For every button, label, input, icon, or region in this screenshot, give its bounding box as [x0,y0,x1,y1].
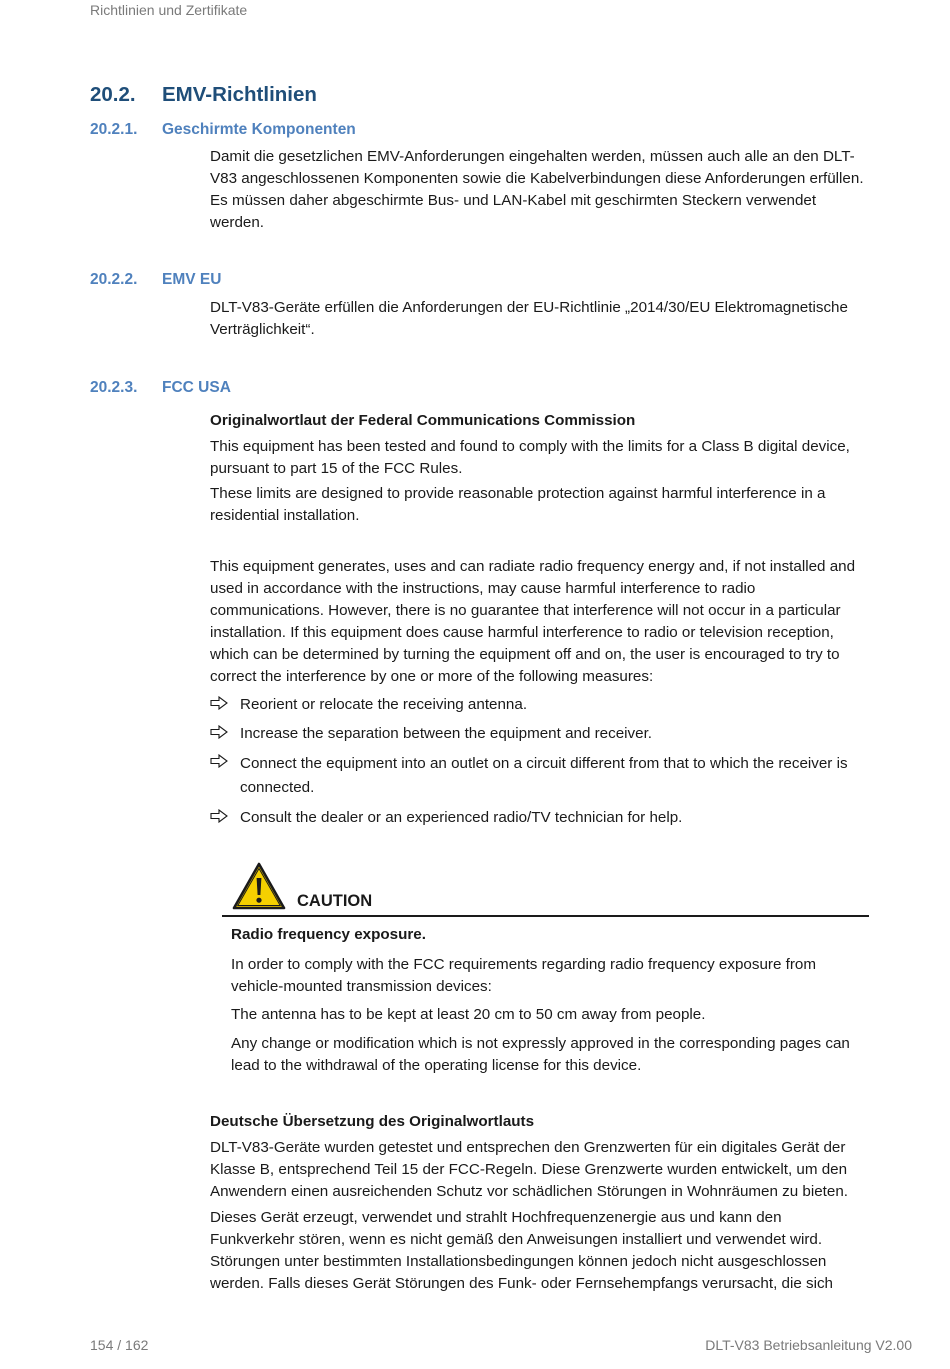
translation-paragraph-1 [210,1137,872,1203]
text-line: This equipment generates, uses and can radiate radio frequency energy and, if not installed and [210,558,856,575]
list-item [210,807,872,829]
fcc-paragraph-3 [210,556,872,688]
subsection-heading-shielded [90,121,356,139]
subsection-number: 20.2.1. [90,121,138,138]
text-line: vehicle-mounted transmission devices: [231,978,492,995]
text-line: correct the interference by one or more of the following measures: [210,668,654,685]
caution-paragraph-3 [231,1033,861,1077]
text-line: Störungen unter bestimmten Installationsbedingungen können jedoch nicht ausgeschlossen [210,1253,827,1270]
text-line: residential installation. [210,507,360,524]
text-line: lead to the withdrawal of the operating license for this device. [231,1057,642,1074]
text-line: Klasse B, entsprechend Teil 15 der FCC-Regeln. Diese Grenzwerte wurden entwickelt, um den [210,1161,848,1178]
text-line: Es müssen daher abgeschirmte Bus- und LAN-Kabel mit geschirmten Steckern verwendet [210,192,817,209]
text-line: Verträglichkeit“. [210,321,315,338]
caution-label: CAUTION [297,892,373,910]
list-item-text: Increase the separation between the equipment and receiver. [240,725,653,742]
text-line: communications. However, there is no guarantee that interference will not occur in a particular [210,602,841,619]
section-heading [90,83,317,107]
fcc-original-heading: Originalwortlaut der Federal Communications Commission [210,412,636,429]
text-line: installation. If this equipment does cause harmful interference to radio or television reception, [210,624,834,641]
shielded-paragraph [210,146,872,234]
arrow-right-icon [210,696,228,710]
list-item [210,752,872,800]
text-line: Damit die gesetzlichen EMV-Anforderungen eingehalten werden, müssen auch alle an den DLT- [210,148,855,165]
section-title: EMV-Richtlinien [162,83,317,106]
text-line: In order to comply with the FCC requirements regarding radio frequency exposure from [231,956,816,973]
subsection-heading-emv-eu [90,271,221,289]
text-line: werden. Falls dieses Gerät Störungen des Funk- oder Fernsehempfangs verursacht, die sich [210,1275,833,1292]
subsection-number: 20.2.3. [90,379,138,396]
section-number: 20.2. [90,83,136,106]
subsection-title: EMV EU [162,271,222,288]
fcc-measures-list [210,694,872,829]
fcc-paragraph-2 [210,483,872,527]
text-line: DLT-V83-Geräte wurden getestet und entsprechen den Grenzwerten für ein digitales Gerät der [210,1139,846,1156]
translation-paragraph-2 [210,1207,872,1295]
arrow-right-icon [210,725,228,739]
text-line: This equipment has been tested and found to comply with the limits for a Class B digital device, [210,438,850,455]
caution-paragraph-1 [231,954,861,998]
subsection-heading-fcc [90,379,231,397]
text-line: pursuant to part 15 of the FCC Rules. [210,460,463,477]
fcc-paragraph-1 [210,436,872,480]
document-title: DLT-V83 Betriebsanleitung V2.00 [705,1337,912,1353]
caution-heading: Radio frequency exposure. [231,926,426,943]
list-item-text: Reorient or relocate the receiving antenna. [240,696,528,713]
text-line: which can be determined by turning the equipment off and on, the user is encouraged to try to [210,646,840,663]
subsection-title: Geschirmte Komponenten [162,121,356,138]
caution-divider [222,915,869,917]
page-number: 154 / 162 [90,1337,149,1353]
text-line: Funkverkehr stören, wenn es nicht gemäß den Anweisungen installiert und verwendet wird. [210,1231,823,1248]
arrow-right-icon [210,809,228,823]
text-line: used in accordance with the instructions, may cause harmful interference to radio [210,580,756,597]
warning-triangle-icon [232,862,286,910]
subsection-number: 20.2.2. [90,271,138,288]
list-item-text: Connect the equipment into an outlet on a circuit different from that to which the receiver is connected. [240,755,848,796]
emv-eu-paragraph [210,297,872,341]
text-line: Any change or modification which is not expressly approved in the corresponding pages can [231,1035,850,1052]
text-line: DLT-V83-Geräte erfüllen die Anforderungen der EU-Richtlinie „2014/30/EU Elektromagnetische [210,299,848,316]
list-item-text: Consult the dealer or an experienced radio/TV technician for help. [240,809,683,826]
running-header: Richtlinien und Zertifikate [90,2,248,18]
caution-paragraph-2: The antenna has to be kept at least 20 cm to 50 cm away from people. [231,1006,706,1023]
translation-heading: Deutsche Übersetzung des Originalwortlauts [210,1113,535,1130]
text-line: Anwendern einen ausreichenden Schutz vor schädlichen Störungen in Wohnräumen zu bieten. [210,1183,849,1200]
list-item [210,723,872,745]
subsection-title: FCC USA [162,379,231,396]
text-line: werden. [210,214,265,231]
text-line: V83 angeschlossenen Komponenten sowie die Kabelverbindungen diese Anforderungen erfüllen. [210,170,864,187]
text-line: These limits are designed to provide reasonable protection against harmful interference in a [210,485,826,502]
arrow-right-icon [210,754,228,768]
text-line: Dieses Gerät erzeugt, verwendet und strahlt Hochfrequenzenergie aus und kann den [210,1209,782,1226]
list-item [210,694,872,716]
